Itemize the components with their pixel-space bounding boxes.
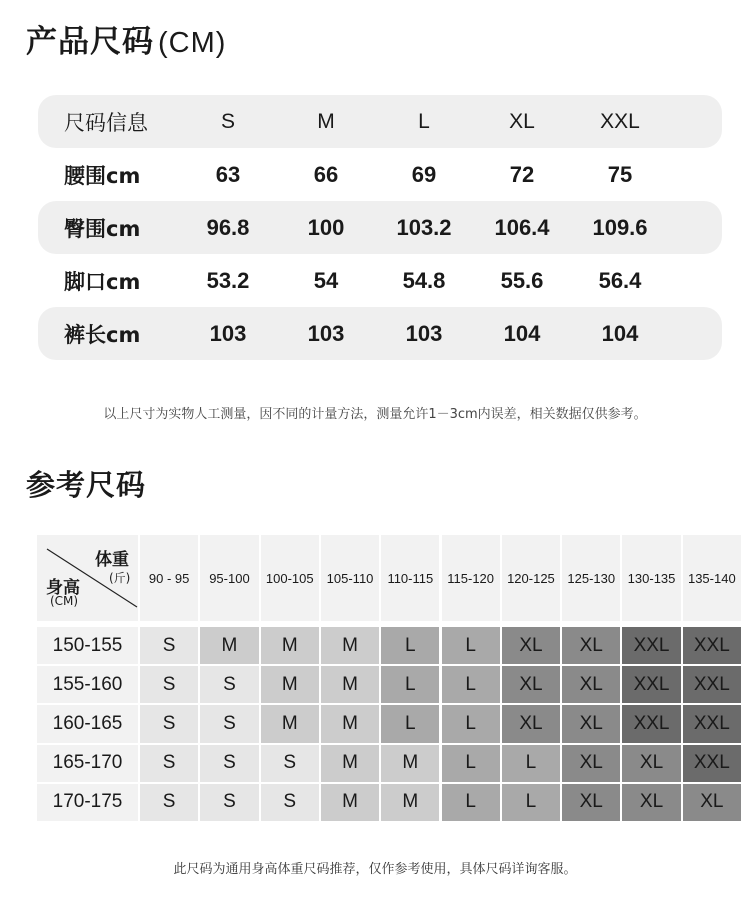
size-recommendation-cell: M bbox=[261, 627, 319, 664]
size-recommendation-cell: XL bbox=[562, 627, 620, 664]
weight-range-header: 100-105 bbox=[261, 535, 319, 621]
measure-label: 臀围cm bbox=[64, 216, 141, 241]
size-recommendation-cell: M bbox=[321, 627, 379, 664]
size-recommendation-cell: XL bbox=[562, 705, 620, 742]
weight-range-header: 120-125 bbox=[502, 535, 560, 621]
size-recommendation-cell: XXL bbox=[622, 705, 680, 742]
size-measure-row bbox=[38, 148, 722, 201]
size-measure-row bbox=[38, 201, 722, 254]
size-recommendation-cell: L bbox=[381, 627, 439, 664]
size-header-cell: XXL bbox=[600, 109, 640, 133]
size-header-cell: M bbox=[317, 109, 335, 133]
measure-value: 104 bbox=[601, 320, 639, 346]
size-recommendation-cell: M bbox=[321, 745, 379, 782]
size-recommendation-cell: L bbox=[442, 627, 500, 664]
measure-value: 54.8 bbox=[402, 267, 446, 293]
size-recommendation-cell: M bbox=[321, 705, 379, 742]
weight-range-header: 135-140 bbox=[683, 535, 741, 621]
size-recommendation-cell: L bbox=[442, 705, 500, 742]
size-info-header-label: 尺码信息 bbox=[64, 110, 148, 135]
size-recommendation-cell: M bbox=[261, 705, 319, 742]
size-info-table bbox=[38, 95, 722, 360]
size-recommendation-cell: XL bbox=[502, 705, 560, 742]
recommendation-note: 此尺码为通用身高体重尺码推荐，仅作参考使用，具体尺码详询客服。 bbox=[173, 862, 577, 877]
measure-value: 75 bbox=[607, 161, 633, 187]
size-recommendation-cell: S bbox=[140, 666, 198, 703]
weight-range-header: 125-130 bbox=[562, 535, 620, 621]
height-axis-label: 身高 bbox=[46, 578, 80, 598]
measure-value: 54 bbox=[313, 267, 339, 293]
weight-range-header: 90 - 95 bbox=[140, 535, 198, 621]
size-recommendation-cell: S bbox=[200, 666, 258, 703]
height-range-header: 150-155 bbox=[37, 627, 138, 664]
weight-range-header: 115-120 bbox=[442, 535, 500, 621]
measure-label: 腰围cm bbox=[64, 163, 141, 188]
size-recommendation-cell: S bbox=[200, 705, 258, 742]
height-range-header: 170-175 bbox=[37, 784, 138, 821]
measure-value: 56.4 bbox=[598, 267, 642, 293]
size-recommendation-cell: L bbox=[502, 745, 560, 782]
measure-label: 裤长cm bbox=[64, 322, 141, 347]
size-recommendation-cell: S bbox=[200, 745, 258, 782]
size-header-row bbox=[38, 95, 722, 148]
size-recommendation-cell: XL bbox=[562, 666, 620, 703]
height-range-header: 165-170 bbox=[37, 745, 138, 782]
size-measure-row bbox=[38, 254, 722, 307]
size-recommendation-cell: S bbox=[140, 745, 198, 782]
grid-corner-header bbox=[37, 535, 138, 621]
size-recommendation-cell: XL bbox=[622, 784, 680, 821]
product-size-title-text: 产品尺码 bbox=[26, 24, 154, 60]
size-recommendation-cell: S bbox=[261, 784, 319, 821]
size-recommendation-cell: L bbox=[381, 705, 439, 742]
measure-value: 66 bbox=[313, 161, 339, 187]
height-range-header: 160-165 bbox=[37, 705, 138, 742]
size-recommendation-cell: M bbox=[321, 784, 379, 821]
measurement-note: 以上尺寸为实物人工测量，因不同的计量方法，测量允许1－3cm内误差，相关数据仅供参考。 bbox=[103, 407, 647, 422]
size-recommendation-cell: XXL bbox=[683, 666, 741, 703]
product-size-title bbox=[26, 16, 226, 61]
size-recommendation-cell: XL bbox=[683, 784, 741, 821]
weight-range-header: 105-110 bbox=[321, 535, 379, 621]
weight-range-header: 95-100 bbox=[200, 535, 258, 621]
size-recommendation-cell: L bbox=[442, 666, 500, 703]
measure-value: 104 bbox=[503, 320, 541, 346]
size-recommendation-cell: XXL bbox=[683, 627, 741, 664]
measure-value: 109.6 bbox=[592, 214, 648, 240]
size-recommendation-cell: XL bbox=[562, 784, 620, 821]
size-header-cell: XL bbox=[509, 109, 535, 133]
size-measure-row bbox=[38, 307, 722, 360]
measure-value: 55.6 bbox=[500, 267, 544, 293]
size-recommendation-cell: L bbox=[442, 784, 500, 821]
size-recommendation-cell: XL bbox=[562, 745, 620, 782]
height-range-header: 155-160 bbox=[37, 666, 138, 703]
weight-axis-label: 体重 bbox=[95, 550, 129, 570]
measure-value: 53.2 bbox=[206, 267, 250, 293]
size-recommendation-cell: XL bbox=[502, 627, 560, 664]
weight-unit-label: (斤) bbox=[109, 571, 131, 585]
weight-range-header: 130-135 bbox=[622, 535, 680, 621]
measure-value: 96.8 bbox=[206, 214, 250, 240]
size-header-cell: S bbox=[220, 109, 235, 133]
measure-value: 103.2 bbox=[396, 214, 452, 240]
measure-value: 106.4 bbox=[494, 214, 550, 240]
size-recommendation-cell: L bbox=[442, 745, 500, 782]
size-recommendation-cell: XXL bbox=[683, 745, 741, 782]
size-recommendation-cell: M bbox=[381, 745, 439, 782]
measure-value: 63 bbox=[215, 161, 241, 187]
measure-value: 103 bbox=[209, 320, 247, 346]
size-recommendation-cell: XXL bbox=[683, 705, 741, 742]
size-recommendation-cell: M bbox=[261, 666, 319, 703]
measure-value: 103 bbox=[307, 320, 345, 346]
size-header-cell: L bbox=[418, 109, 430, 133]
product-size-title-unit: (CM) bbox=[158, 27, 227, 59]
reference-size-title: 参考尺码 bbox=[26, 468, 147, 502]
size-recommendation-cell: S bbox=[140, 705, 198, 742]
height-unit-label: (CM) bbox=[50, 594, 79, 608]
size-recommendation-cell: L bbox=[381, 666, 439, 703]
size-recommendation-cell: M bbox=[381, 784, 439, 821]
size-recommendation-cell: XL bbox=[502, 666, 560, 703]
size-recommendation-cell: XXL bbox=[622, 627, 680, 664]
weight-range-header: 110-115 bbox=[381, 535, 439, 621]
size-recommendation-cell: M bbox=[321, 666, 379, 703]
measure-value: 72 bbox=[509, 161, 535, 187]
measure-value: 69 bbox=[411, 161, 437, 187]
size-recommendation-cell: S bbox=[261, 745, 319, 782]
size-recommendation-cell: S bbox=[140, 627, 198, 664]
size-recommendation-cell: L bbox=[502, 784, 560, 821]
reference-size-grid bbox=[37, 535, 736, 822]
size-recommendation-cell: M bbox=[200, 627, 258, 664]
size-recommendation-cell: S bbox=[140, 784, 198, 821]
size-recommendation-cell: S bbox=[200, 784, 258, 821]
measure-value: 103 bbox=[405, 320, 443, 346]
size-recommendation-cell: XXL bbox=[622, 666, 680, 703]
size-recommendation-cell: XL bbox=[622, 745, 680, 782]
measure-value: 100 bbox=[307, 214, 345, 240]
measure-label: 脚口cm bbox=[64, 269, 141, 294]
